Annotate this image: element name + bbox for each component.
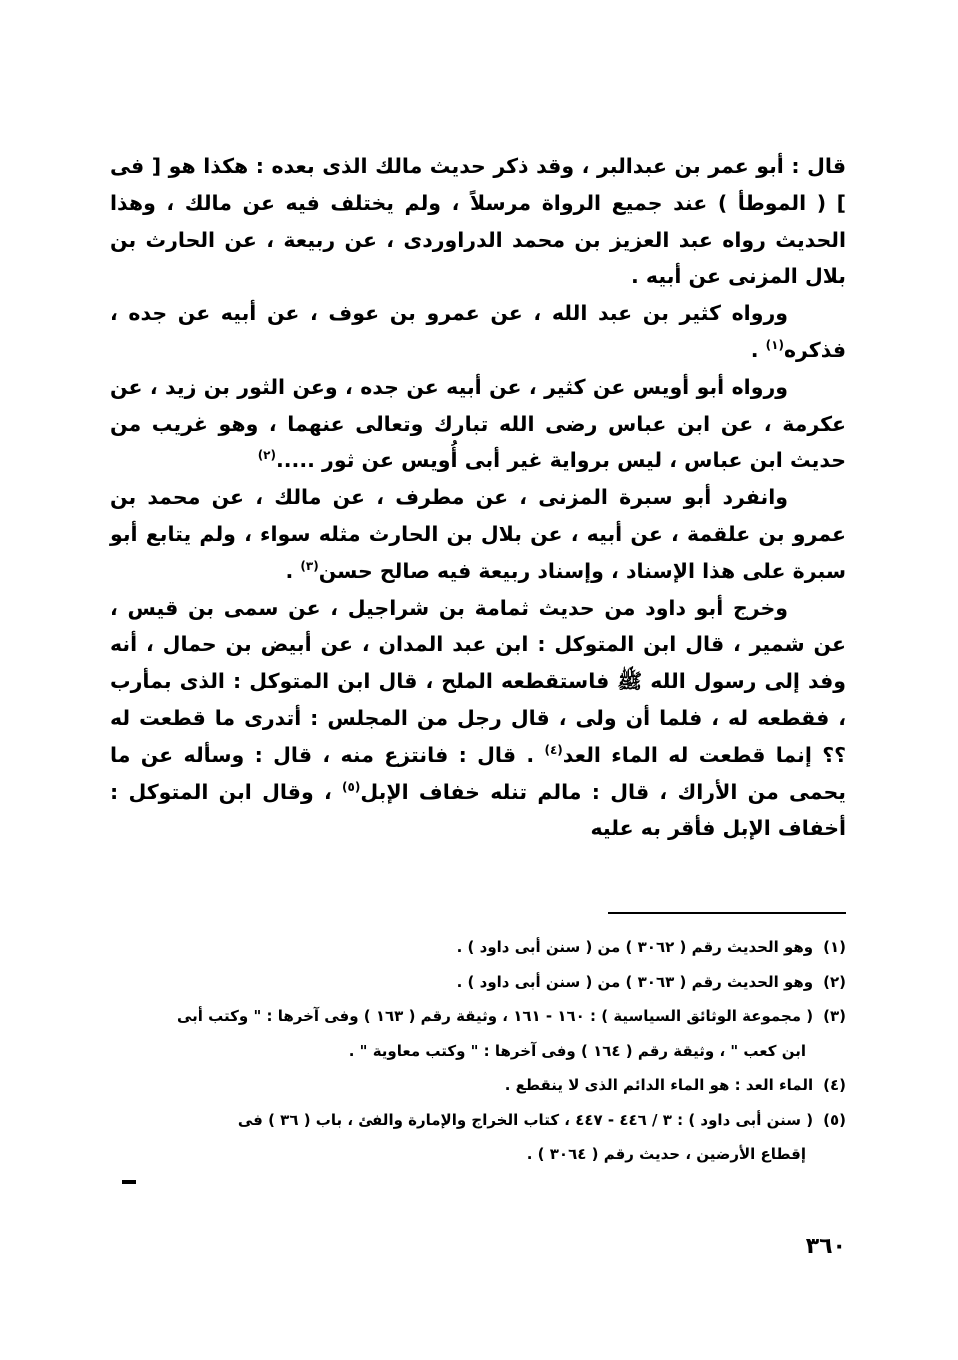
footnote-ref-3[interactable]: (٣) [300, 558, 319, 573]
paragraph-5-text-a: وخرج أبو داود من حديث ثمامة بن شراجيل ، عن سمى بن قيس ، عن شمير ، قال ابن المتوكل : ابن عبد المدان ، عن أبيض بن حمال ، أنه وفد إلى رسول الله ﷺ فاستقطعه الملح ، قال ابن المتوكل : الذى بمأرب ، فقطعه له ، فلما أن ولى ، قال رجل من المجلس : أتدرى ما قطعت له ؟؟ إنما قطعت له الماء العد [110, 595, 846, 767]
footnote-5 [110, 1103, 846, 1172]
paragraph-3-text: ورواه أبو أويس عن كثير ، عن أبيه عن جده ، وعن الثور بن زيد ، عن عكرمة ، عن ابن عباس رضى الله تبارك وتعالى عنهما ، وهو غريب من حديث ابن عباس ، ليس برواية غير أبى أُويس عن ثور ..... [110, 374, 846, 473]
paragraph-1: قال : أبو عمر بن عبدالبر ، وقد ذكر حديث مالك الذى بعده : هكذا هو [ فى ] ( الموطأ ) عند جميع الرواة مرسلاً ، ولم يختلف فيه عن مالك ، وهذا الحديث رواه عبد العزيز بن محمد الدراوردى ، عن ربيعة ، عن الحارث بن بلال المزنى عن أبيه . [110, 154, 846, 289]
footnote-4 [110, 1068, 846, 1103]
footnote-text: ( مجموعة الوثائق السياسية ) : ١٦٠ - ١٦١ ، وثيقة رقم ( ١٦٣ ) وفى آخرها : " وكتب أبى [177, 1007, 814, 1025]
footnotes-section [110, 930, 846, 1172]
footnote-number: (٤) [823, 1076, 846, 1094]
footnote-continuation: ابن كعب " ، وثيقة رقم ( ١٦٤ ) وفى آخرها : " وكتب معاوية " . [348, 1041, 806, 1060]
footnote-number: (٢) [823, 972, 846, 991]
footnote-ref-4[interactable]: (٤) [544, 742, 563, 757]
scan-mark [122, 1180, 136, 1184]
footnote-2 [110, 965, 846, 1000]
paragraph-2-end: . [750, 337, 766, 362]
page-number: ٣٦٠ [805, 1234, 846, 1259]
footnote-1 [110, 930, 846, 965]
footnote-continuation: إقطاع الأرضين ، حديث رقم ( ٣٠٦٤ ) . [526, 1145, 806, 1163]
footnote-ref-1[interactable]: (١) [765, 338, 784, 353]
footnote-ref-5[interactable]: (٥) [342, 779, 361, 794]
footnote-text: وهو الحديث رقم ( ٣٠٦٢ ) من ( سنن أبى داود ) . [456, 938, 814, 956]
footnote-3 [110, 999, 846, 1068]
footnote-number: (١) [823, 938, 846, 956]
footnote-text: الماء العد : هو الماء الدائم الذى لا ينقطع . [504, 1076, 814, 1094]
paragraph-2 [110, 295, 846, 369]
footnote-ref-2[interactable]: (٢) [257, 448, 276, 463]
footnote-number: (٥) [823, 1110, 846, 1129]
footnote-divider [608, 912, 846, 914]
footnote-text: ( سنن أبى داود ) : ٣ / ٤٤٦ - ٤٤٧ ، كتاب الخراج والإمارة والفئ ، باب ( ٣٦ ) فى [237, 1110, 814, 1129]
paragraph-5-text-b: . قال : فانتزع منه ، قال : وسأله عن ما يحمى من الأراك ، قال : مالم تنله خفاف الإبل [110, 742, 846, 804]
footnote-text: وهو الحديث رقم ( ٣٠٦٣ ) من ( سنن أبى داود ) . [456, 972, 814, 991]
paragraph-5-text-c: ، وقال ابن المتوكل : أخفاف الإبل فأقر به عليه [110, 779, 846, 841]
paragraph-4-end: . [285, 558, 301, 583]
footnote-number: (٣) [823, 1007, 846, 1025]
paragraph-3 [110, 369, 846, 479]
paragraph-5 [110, 590, 846, 848]
paragraph-2-text: ورواه كثير بن عبد الله ، عن عمرو بن عوف ، عن أبيه عن جده ، فذكره [110, 301, 846, 362]
paragraph-4-text: وانفرد أبو سبرة المزنى ، عن مطرف ، عن مالك ، عن محمد بن عمرو بن علقمة ، عن أبيه ، عن بلال بن الحارث مثله سواء ، ولم يتابع أبو سبرة على هذا الإسناد ، وإسناد ربيعة فيه صالح حسن [110, 485, 846, 583]
main-text [110, 148, 846, 847]
paragraph-4 [110, 479, 846, 589]
